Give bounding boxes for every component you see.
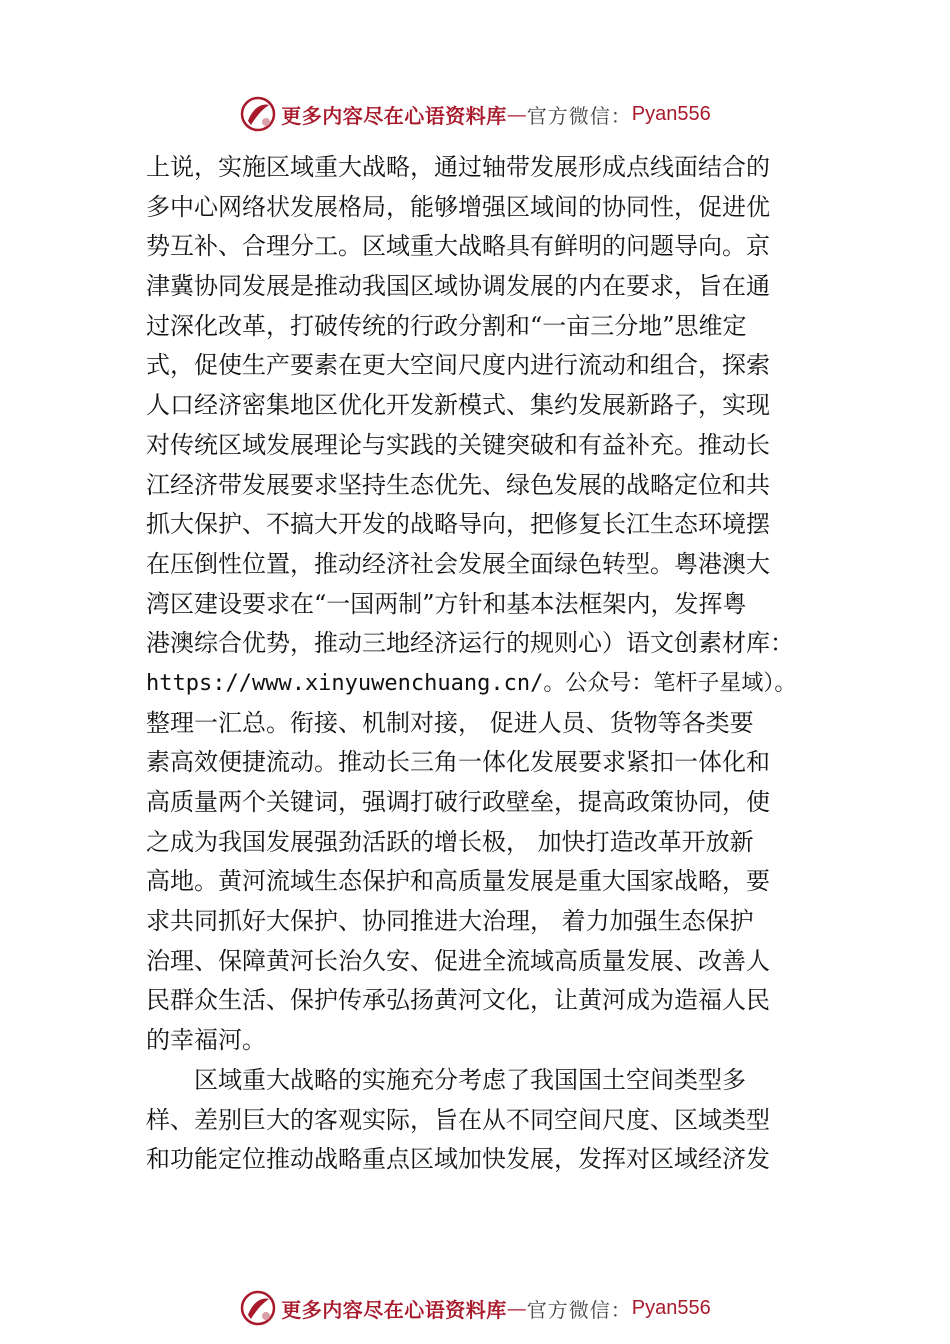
body-line: 民群众生活、保护传承弘扬黄河文化，让黄河成为造福人民 bbox=[146, 986, 770, 1015]
body-line-url: https://www.xinyuwenchuang.cn/。公众号：笔杆子星域）。 bbox=[146, 670, 797, 696]
body-line: 式，促使生产要素在更大空间尺度内进行流动和组合，探索 bbox=[146, 351, 770, 380]
body-line: 过深化改革，打破传统的行政分割和“一亩三分地”思维定 bbox=[146, 311, 747, 340]
banner-title: 更多内容尽在心语资料库 bbox=[281, 1297, 507, 1322]
body-line: 素高效便捷流动。推动长三角一体化发展要求紧扣一体化和 bbox=[146, 748, 770, 777]
logo-icon bbox=[239, 95, 277, 133]
body-line: 和功能定位推动战略重点区域加快发展，发挥对区域经济发 bbox=[146, 1145, 770, 1174]
body-line: 高质量两个关键词，强调打破行政壁垒，提高政策协同，使 bbox=[146, 788, 770, 816]
banner-wechat-label: 官方微信： bbox=[526, 1297, 632, 1322]
body-line: 整理一汇总。衔接、机制对接， 促进人员、货物等各类要 bbox=[146, 708, 754, 737]
banner-title: 更多内容尽在心语资料库 bbox=[281, 103, 507, 128]
body-line: 治理、保障黄河长治久安、促进全流域高质量发展、改善人 bbox=[146, 946, 770, 975]
body-line: 津冀协同发展是推动我国区域协调发展的内在要求，旨在通 bbox=[146, 272, 770, 301]
body-line: 上说，实施区域重大战略，通过轴带发展形成点线面结合的 bbox=[146, 153, 770, 181]
body-line: 港澳综合优势，推动三地经济运行的规则心）语文创素材库： bbox=[146, 629, 794, 658]
body-line: 的幸福河。 bbox=[146, 1026, 266, 1055]
body-line: 对传统区域发展理论与实践的关键突破和有益补充。推动长 bbox=[146, 430, 770, 459]
header-banner bbox=[0, 94, 950, 134]
banner-wechat-label: 官方微信： bbox=[526, 103, 632, 128]
banner-wechat-id: Pyan556 bbox=[631, 102, 711, 125]
logo-icon bbox=[239, 1289, 277, 1327]
body-line: 抓大保护、不搞大开发的战略导向，把修复长江生态环境摆 bbox=[146, 510, 770, 539]
body-line: 多中心网络状发展格局，能够增强区域间的协同性，促进优 bbox=[146, 192, 770, 221]
body-line: 人口经济密集地区优化开发新模式、集约发展新路子，实现 bbox=[146, 391, 770, 420]
body-line: 之成为我国发展强劲活跃的增长极， 加快打造改革开放新 bbox=[146, 827, 754, 856]
banner-dash: — bbox=[506, 1296, 527, 1320]
body-line: 样、差别巨大的客观实际，旨在从不同空间尺度、区域类型 bbox=[146, 1105, 770, 1134]
body-line: 江经济带发展要求坚持生态优先、绿色发展的战略定位和共 bbox=[146, 470, 770, 499]
banner-wechat-id: Pyan556 bbox=[631, 1296, 711, 1319]
body-line: 湾区建设要求在“一国两制”方针和基本法框架内，发挥粤 bbox=[146, 589, 747, 618]
body-line: 势互补、合理分工。区域重大战略具有鲜明的问题导向。京 bbox=[146, 232, 770, 261]
document-body bbox=[146, 148, 826, 1180]
body-line: 求共同抓好大保护、协同推进大治理， 着力加强生态保护 bbox=[146, 907, 754, 936]
body-line: 在压倒性位置，推动经济社会发展全面绿色转型。粤港澳大 bbox=[146, 549, 770, 578]
body-line: 区域重大战略的实施充分考虑了我国国土空间类型多 bbox=[146, 1065, 746, 1094]
footer-banner bbox=[0, 1288, 950, 1328]
body-line: 高地。黄河流域生态保护和高质量发展是重大国家战略，要 bbox=[146, 867, 770, 896]
banner-dash: — bbox=[506, 102, 527, 126]
